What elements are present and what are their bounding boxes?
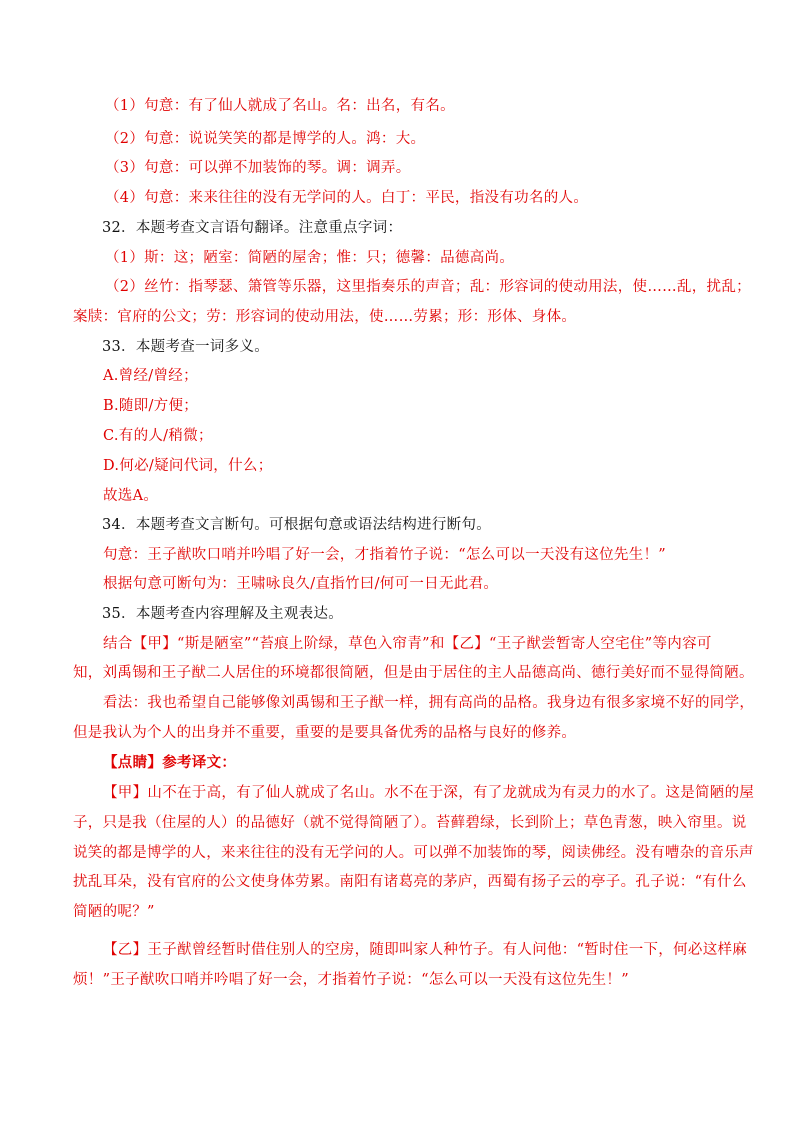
translation-line: 【甲】山不在于高，有了仙人就成了名山。水不在于深，有了龙就成为有灵力的水了。这是简陋的屋 (103, 785, 755, 801)
answer-line: 根据句意可断句为：王啸咏良久/直指竹曰/何可一日无此君。 (103, 576, 499, 592)
answer-line: 知，刘禹锡和王子猷二人居住的环境都很简陋，但是由于居住的主人品德高尚、德行美好而不显得简陋。 (73, 665, 754, 681)
answer-line: （1）斯：这；陋室：简陋的屋舍；惟：只；德馨：品德高尚。 (105, 250, 515, 266)
answer-line: 但是我认为个人的出身并不重要，重要的是要具备优秀的品格与良好的修养。 (73, 725, 577, 741)
translation-line: 简陋的呢？” (73, 904, 155, 920)
option-line: A.曾经/曾经； (103, 368, 198, 384)
answer-line: 结合【甲】“斯是陋室”“苔痕上阶绿，草色入帘青”和【乙】“王子猷尝暂寄人空宅住”等内容可 (103, 636, 712, 652)
option-line: C.有的人/稍微； (103, 428, 213, 444)
pointer-heading: 【点睛】参考译文： (103, 754, 237, 771)
question-heading: 33．本题考查一词多义。 (102, 339, 270, 355)
answer-line: 看法：我也希望自己能够像刘禹锡和王子猷一样，拥有高尚的品格。我身边有很多家境不好的同学， (103, 695, 755, 711)
translation-line: 扰乱耳朵，没有官府的公文使身体劳累。南阳有诸葛亮的茅庐，西蜀有扬子云的亭子。孔子说：“有什么 (73, 874, 747, 890)
answer-line: （3）句意：可以弹不加装饰的琴。调：调弄。 (105, 160, 411, 176)
answer-line: （4）句意：来来往往的没有无学问的人。白丁：平民，指没有功名的人。 (105, 190, 589, 206)
answer-line: （2）丝竹：指琴瑟、箫管等乐器，这里指奏乐的声音；乱：形容词的使动用法，使……乱，扰乱； (105, 279, 751, 295)
question-heading: 32．本题考查文言语句翻译。注意重点字词： (102, 220, 403, 236)
option-line: B.随即/方便； (103, 398, 199, 414)
translation-line: 说笑的都是博学的人，来来往往的没有无学问的人。可以弹不加装饰的琴，阅读佛经。没有嘈杂的音乐声 (73, 845, 754, 861)
answer-line: 句意：王子猷吹口哨并吟唱了好一会，才指着竹子说：“怎么可以一天没有这位先生！” (103, 547, 667, 563)
answer-line: （1）句意：有了仙人就成了名山。名：出名，有名。 (105, 98, 455, 114)
answer-line: （2）句意：说说笑笑的都是博学的人。鸿：大。 (105, 131, 426, 147)
translation-line: 子，只是我（住屋的人）的品德好（就不觉得简陋了）。苔藓碧绿，长到阶上；草色青葱，映入帘里。说 (73, 815, 747, 831)
translation-line: 烦！”王子猷吹口哨并吟唱了好一会，才指着竹子说：“怎么可以一天没有这位先生！” (73, 972, 629, 988)
answer-line: 案牍：官府的公文；劳：形容词的使动用法，使……劳累；形：形体、身体。 (73, 309, 577, 325)
question-heading: 35．本题考查内容理解及主观表达。 (102, 606, 344, 622)
answer-line: 故选A。 (103, 488, 159, 504)
option-line: D.何必/疑问代词，什么； (103, 458, 273, 474)
translation-line: 【乙】王子猷曾经暂时借住别人的空房，随即叫家人种竹子。有人问他：“暂时住一下，何必这样麻 (103, 942, 748, 958)
question-heading: 34．本题考查文言断句。可根据句意或语法结构进行断句。 (102, 517, 492, 533)
